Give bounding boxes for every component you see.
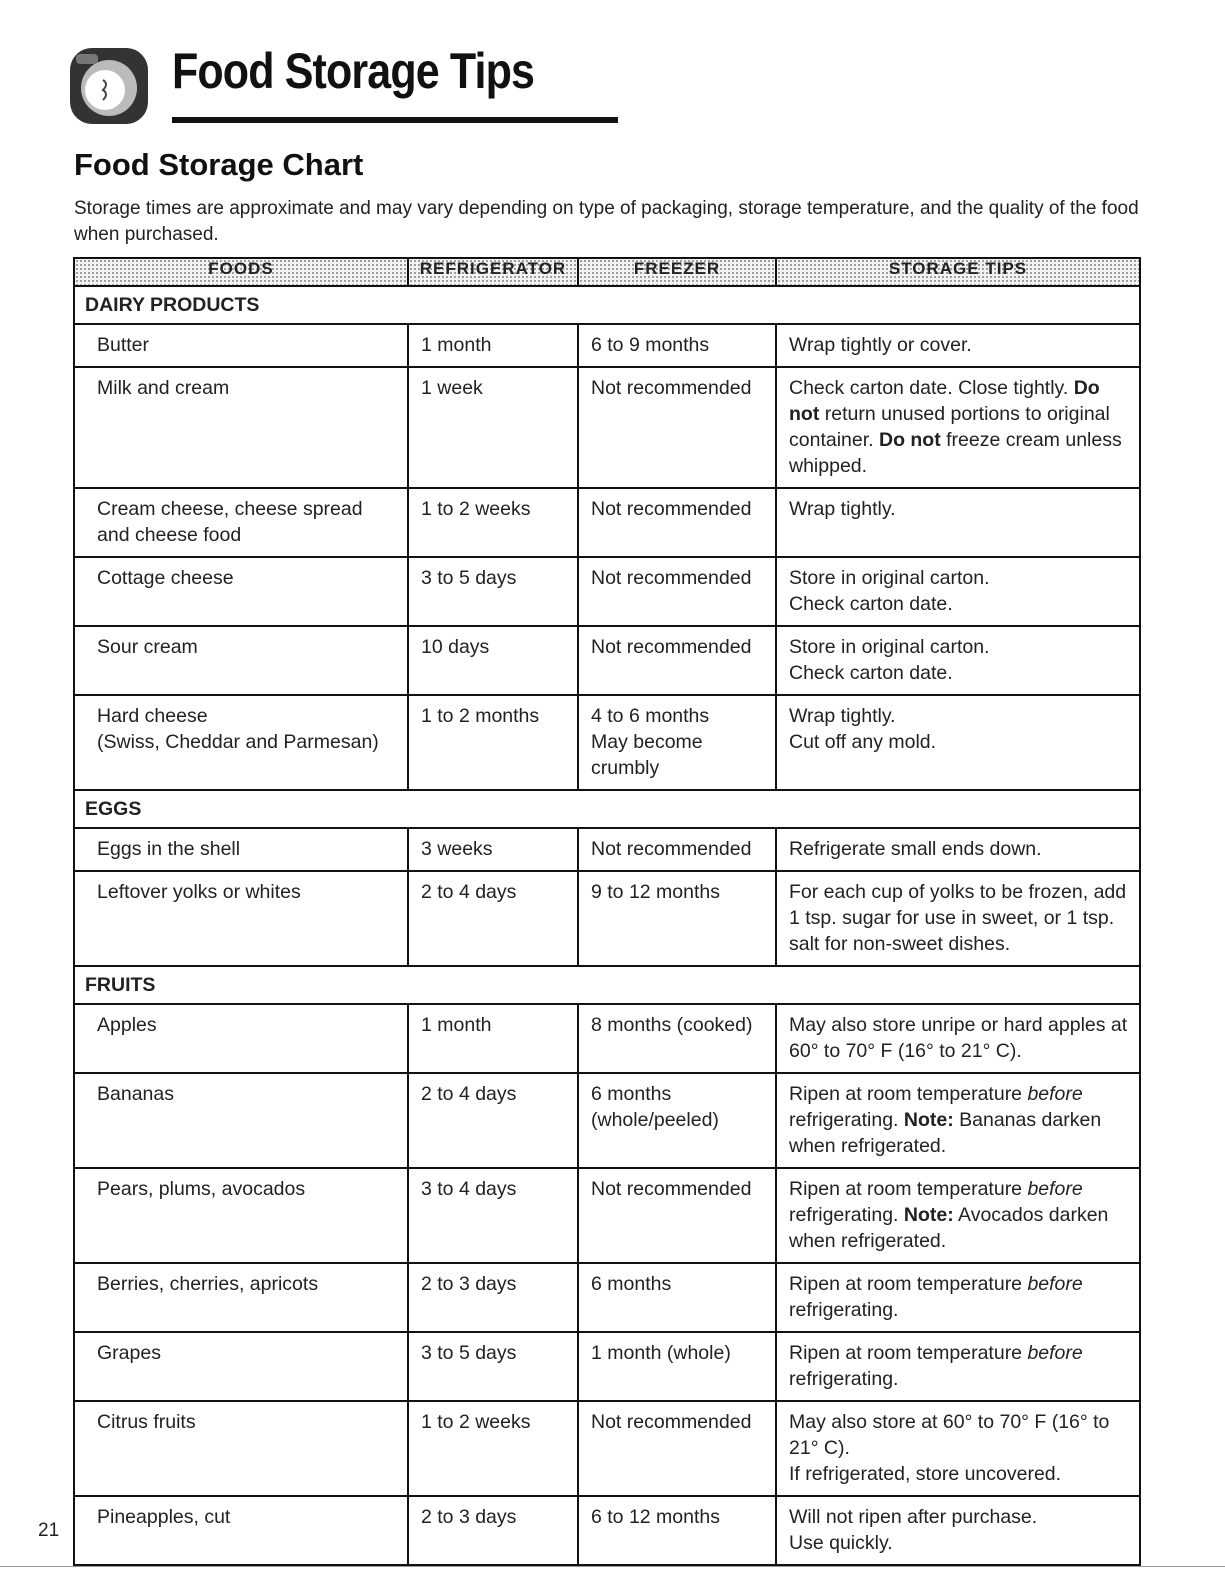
tip-italic: before xyxy=(1027,1083,1083,1105)
table-row xyxy=(74,695,1140,790)
header-foods: FOODS xyxy=(74,258,408,286)
food-cell: Sour cream xyxy=(74,626,408,695)
title-underline xyxy=(172,117,618,123)
food-cell: Grapes xyxy=(74,1332,408,1401)
freezer-cell: 1 month (whole) xyxy=(578,1332,776,1401)
refrigerator-cell: 2 to 3 days xyxy=(408,1496,578,1565)
tip-line: Wrap tightly. xyxy=(789,705,896,727)
tip-emphasis: Do not xyxy=(878,429,941,451)
table-row xyxy=(74,626,1140,695)
tip-cell xyxy=(776,695,1140,790)
freezer-cell: Not recommended xyxy=(578,1401,776,1496)
tip-text: Ripen at room temperature xyxy=(789,1083,1028,1105)
refrigerator-cell: 1 month xyxy=(408,1004,578,1073)
tip-emphasis: Note: xyxy=(903,1204,954,1226)
header-storage-tips: STORAGE TIPS xyxy=(776,258,1140,286)
tip-italic: before xyxy=(1027,1342,1083,1364)
refrigerator-cell: 3 to 4 days xyxy=(408,1168,578,1263)
food-cell: Leftover yolks or whites xyxy=(74,871,408,966)
freezer-cell: 9 to 12 months xyxy=(578,871,776,966)
tip-text: freeze cream unless whipped. xyxy=(789,429,1122,477)
tip-cell: Wrap tightly. xyxy=(776,488,1140,557)
table-row xyxy=(74,1332,1140,1401)
table-row xyxy=(74,1168,1140,1263)
tip-cell: For each cup of yolks to be frozen, add 1 tsp. sugar for use in sweet, or 1 tsp. salt for non-sweet dishes. xyxy=(776,871,1140,966)
food-storage-table xyxy=(73,257,1141,1566)
refrigerator-cell: 1 to 2 months xyxy=(408,695,578,790)
food-cell: Butter xyxy=(74,324,408,367)
section-row-dairy xyxy=(74,286,1140,324)
bottom-divider xyxy=(0,1566,1225,1567)
tip-italic: before xyxy=(1027,1178,1083,1200)
tip-cell xyxy=(776,1263,1140,1332)
freezer-cell xyxy=(578,695,776,790)
freezer-cell: 6 to 9 months xyxy=(578,324,776,367)
section-label: EGGS xyxy=(74,790,1140,828)
freezer-line: 6 months xyxy=(591,1083,672,1105)
tip-text: Avocados darken when refrigerated. xyxy=(789,1204,1109,1252)
tip-line: Store in original carton. xyxy=(789,567,990,589)
freezer-cell: 6 months xyxy=(578,1263,776,1332)
freezer-line: May become crumbly xyxy=(591,731,703,779)
tip-italic: before xyxy=(1027,1273,1083,1295)
refrigerator-cell: 3 to 5 days xyxy=(408,1332,578,1401)
refrigerator-cell: 10 days xyxy=(408,626,578,695)
food-cell: Cream cheese, cheese spread and cheese food xyxy=(74,488,408,557)
tip-cell xyxy=(776,557,1140,626)
tip-text: refrigerating. xyxy=(789,1368,899,1390)
section-label: DAIRY PRODUCTS xyxy=(74,286,1140,324)
food-line: (Swiss, Cheddar and Parmesan) xyxy=(97,731,379,753)
freezer-cell: Not recommended xyxy=(578,1168,776,1263)
table-header-row xyxy=(74,258,1140,286)
refrigerator-cell: 3 to 5 days xyxy=(408,557,578,626)
section-row-fruits xyxy=(74,966,1140,1004)
freezer-line: 4 to 6 months xyxy=(591,705,710,727)
food-cell: Apples xyxy=(74,1004,408,1073)
tip-cell xyxy=(776,1496,1140,1565)
header-freezer: FREEZER xyxy=(578,258,776,286)
tip-cell xyxy=(776,1168,1140,1263)
food-cell: Berries, cherries, apricots xyxy=(74,1263,408,1332)
tip-cell: Refrigerate small ends down. xyxy=(776,828,1140,871)
tip-text: return unused portions to original container. xyxy=(789,403,1110,451)
tip-text: Bananas darken when refrigerated. xyxy=(789,1109,1102,1157)
freezer-cell: Not recommended xyxy=(578,367,776,488)
freezer-cell: 8 months (cooked) xyxy=(578,1004,776,1073)
section-row-eggs xyxy=(74,790,1140,828)
food-cell: Bananas xyxy=(74,1073,408,1168)
tip-cell: Wrap tightly or cover. xyxy=(776,324,1140,367)
tip-line: Check carton date. xyxy=(789,593,953,615)
table-row xyxy=(74,1401,1140,1496)
table-row xyxy=(74,828,1140,871)
page-number: 21 xyxy=(38,1520,60,1541)
tip-cell xyxy=(776,1332,1140,1401)
page-header xyxy=(62,40,582,130)
tip-text: refrigerating. xyxy=(789,1109,904,1131)
freezer-cell: Not recommended xyxy=(578,488,776,557)
chart-title: Food Storage Chart xyxy=(74,147,364,182)
food-cell: Cottage cheese xyxy=(74,557,408,626)
refrigerator-cell: 3 weeks xyxy=(408,828,578,871)
tip-cell xyxy=(776,1401,1140,1496)
freezer-cell: Not recommended xyxy=(578,557,776,626)
refrigerator-cell: 1 to 2 weeks xyxy=(408,488,578,557)
tip-line: Cut off any mold. xyxy=(789,731,937,753)
food-cell: Pears, plums, avocados xyxy=(74,1168,408,1263)
intro-text: Storage times are approximate and may vary depending on type of packaging, storage temperature, and the quality of the food when purchased. xyxy=(74,198,1139,245)
tip-text: refrigerating. xyxy=(789,1204,904,1226)
table-row xyxy=(74,1496,1140,1565)
tip-text: Ripen at room temperature xyxy=(789,1342,1028,1364)
tip-text: Ripen at room temperature xyxy=(789,1273,1028,1295)
refrigerator-cell: 1 to 2 weeks xyxy=(408,1401,578,1496)
table-row xyxy=(74,324,1140,367)
tip-line: May also store at 60° to 70° F (16° to 21° C). xyxy=(789,1411,1110,1459)
freezer-cell: Not recommended xyxy=(578,626,776,695)
tip-emphasis: Do not xyxy=(789,377,1100,425)
refrigerator-cell: 2 to 4 days xyxy=(408,871,578,966)
refrigerator-cell: 1 month xyxy=(408,324,578,367)
freezer-line: (whole/peeled) xyxy=(591,1109,719,1131)
refrigerator-dial-icon xyxy=(68,46,150,126)
tip-line: Store in original carton. xyxy=(789,636,990,658)
refrigerator-cell: 2 to 3 days xyxy=(408,1263,578,1332)
table-row xyxy=(74,1004,1140,1073)
header-refrigerator: REFRIGERATOR xyxy=(408,258,578,286)
section-label: FRUITS xyxy=(74,966,1140,1004)
food-cell: Citrus fruits xyxy=(74,1401,408,1496)
tip-cell: May also store unripe or hard apples at 60° to 70° F (16° to 21° C). xyxy=(776,1004,1140,1073)
tip-cell xyxy=(776,1073,1140,1168)
table-row xyxy=(74,871,1140,966)
food-cell: Pineapples, cut xyxy=(74,1496,408,1565)
food-cell: Eggs in the shell xyxy=(74,828,408,871)
table-row xyxy=(74,557,1140,626)
freezer-cell: 6 to 12 months xyxy=(578,1496,776,1565)
tip-line: Will not ripen after purchase. xyxy=(789,1506,1038,1528)
tip-line: Use quickly. xyxy=(789,1532,893,1554)
tip-cell xyxy=(776,367,1140,488)
tip-text: refrigerating. xyxy=(789,1299,899,1321)
food-cell xyxy=(74,695,408,790)
tip-text: Ripen at room temperature xyxy=(789,1178,1028,1200)
tip-line: If refrigerated, store uncovered. xyxy=(789,1463,1062,1485)
freezer-cell xyxy=(578,1073,776,1168)
refrigerator-cell: 2 to 4 days xyxy=(408,1073,578,1168)
food-cell: Milk and cream xyxy=(74,367,408,488)
table-row xyxy=(74,1073,1140,1168)
tip-emphasis: Note: xyxy=(903,1109,954,1131)
table-row xyxy=(74,367,1140,488)
food-line: Hard cheese xyxy=(97,705,208,727)
freezer-cell: Not recommended xyxy=(578,828,776,871)
table-row xyxy=(74,488,1140,557)
tip-line: Check carton date. xyxy=(789,662,953,684)
tip-text: Check carton date. Close tightly. xyxy=(789,377,1074,399)
table-row xyxy=(74,1263,1140,1332)
refrigerator-cell: 1 week xyxy=(408,367,578,488)
page-title: Food Storage Tips xyxy=(172,43,535,99)
tip-cell xyxy=(776,626,1140,695)
